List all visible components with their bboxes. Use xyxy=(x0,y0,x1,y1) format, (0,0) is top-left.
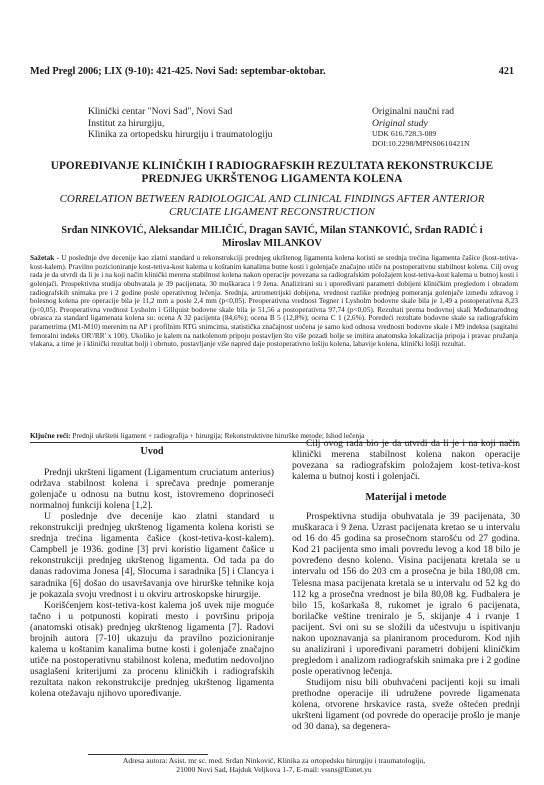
abstract-label: Sažetak xyxy=(30,253,55,262)
doi: DOI:10.2298/MPNS0610421N xyxy=(372,138,470,148)
paragraph: U poslednje dve decenije kao zlatni standard u rekonstrukciji prednjeg ukrštenog ligamenta kolena koristi se srednja trećina ligamenta čašice (kost-tetiva-kost-kalem). Campbell je 1936. godine [3] prvi koristio ligament čašice u rekonstrukciji prednjeg ukrštenog ligamenta. Od tada pa do danas radovima Jonesa [4], Slocuma i saradnika [5] i Clancya i saradnika [6] došao do usavršavanja ove hirurške tehnike koja je pokazala svoju vrednost i u okviru artroskopske hirurgije. xyxy=(30,511,274,600)
paragraph: Studijom nisu bili obuhvaćeni pacijenti koji su imali prethodne operacije ili udružene povrede ligamenata kolena, otvorene hrskavice rasta, sveže oštećen prednji ukršteni ligament (od povrede do operacije prošlo je manje od 30 dana), sa degenera- xyxy=(292,676,520,733)
title-english-line: CORRELATION BETWEEN RADIOLOGICAL AND CLINICAL FINDINGS AFTER ANTERIOR xyxy=(59,193,485,205)
affiliation xyxy=(88,106,272,141)
footnote-line: Adresa autora: Asist. mr sc. med. Srđan Ninković, Klinika za ortopedsku hirurgiju i traumatologiju, xyxy=(122,756,426,765)
affiliation-line: Klinički centar "Novi Sad", Novi Sad xyxy=(88,106,233,117)
paragraph: Prospektivna studija obuhvatala je 39 pacijenata, 30 muškaraca i 9 žena. Uzrast pacijenata kretao se u intervalu od 16 do 45 godina sa prosečnom starošću od 27 godina. Kod 21 pacijenta smo imali povredu levog a kod 18 bilo je povređeno desno koleno. Visina pacijenata kretala se u intervalu od 156 do 203 cm a prosečna je bila 180,08 cm. Telesna masa pacijenata kretala se u intervalu od 52 kg do 112 kg a prosečna vrednost je bila 80,08 kg. Fudbalera je bilo 15, košarkaša 8, rukomet je igralo 6 pacijenata, borilačke veštine treniralo je 5, skijanje 4 i rvanje 1 pacijent. Svi oni su se složili da učestvuju u ispitivanju nakon upoznavanja sa planiranom procedurom. Kod njih su analizirani i upoređivani parametri dobijeni kliničkim pregledom i analizom radiografskih snimaka pre i 2 godine posle operativnog lečenja. xyxy=(292,511,520,677)
journal-citation: Med Pregl 2006; LIX (9-10): 421-425. Novi Sad: septembar-oktobar. xyxy=(30,66,326,77)
abstract xyxy=(30,254,518,349)
abstract-text: - U poslednje dve decenije kao zlatni standard u rekonstrukciji prednjeg ukrštenog ligamenta kolena koristi se srednja trećina ligamenta čašice (kost-tetiva-kost-kalem). Pravilno pozicioniranje kost-tetiva-kost kalema u koštanim kanalima butne kosti i golenjače značajno utiče na postoperativnu stabilnost kolena. Cilj ovog rada je da utvrdi da li je i na koji način klinički merena stabilnost kolena nakon operacije povezana sa radiografskim položajem kost-tetiva-kost kalema u butnoj kosti i golenjači. Prospektivna studija obuhvatala je 39 pacijenata, 30 muškaraca i 9 žena. Analizirani su i upoređivani parametri dobijeni kliničkim pregledom i obradom radiografskih snimaka pre i 2 godine posle operativnog lečenja. Srednja, artrometrijski dobijena, vrednost razlike prednjeg pomeranja golenjače između zdravog i bolesnog kolena pre operacije bila je 11,2 mm a posle 2,4 mm (p<0,05). Preoperativna vrednost Tegner i Lysholm bodovne skale bila je 1,49 a postoperativna 8,23 (p<0,05). Preoperativna vrednost Lysholm i Gillquist bodovne skale bila je 51,56 a postoperativna 97,74 (p<0,05). Rezultati prema bodovnoj skali Međunarodnog obrasca za standard ligamenata kolena su: ocena A 32 pacijenta (84,6%); ocena B 5 (12,8%); ocena C 1 (2,6%). Poredeći rezultate bodovne skale sa radiografskim parametrima (M1-M10) merenim na AP i profilnim RTG snimcima, statistička značajnost uočena je samo kod odnosa vrednosti bodovne skale i M9 indeksa (sagitalni femoralni indeks OR'/RR' x 100). Ukoliko je kalem na natkolenom pripoju postavljen što više pozadi bolje se imitira anatomska lokalizacija pripoja i pravac pružanja vlakana, a time je i klinički rezultat bolji i obrnuto, postavljanje više napred daje postoperativno lošiju kolena, labavije kolena, klinički lošiji rezultat. xyxy=(30,253,518,349)
title-english xyxy=(20,193,524,218)
section-heading-introduction: Uvod xyxy=(140,446,164,457)
affiliation-line: Klinika za ortopedsku hirurgiju i traumatologiju xyxy=(88,129,273,140)
page-number: 421 xyxy=(498,66,514,77)
affiliation-line: Institut za hirurgiju, xyxy=(88,117,165,129)
title-serbian-line: UPOREĐIVANJE KLINIČKIH I RADIOGRAFSKIH REZULTATA REKONSTRUKCIJE xyxy=(50,160,494,172)
author-line: Srđan NINKOVIĆ, Aleksandar MILIČIĆ, Dragan SAVIĆ, Milan STANKOVIĆ, Srđan RADIĆ i xyxy=(61,225,483,236)
section-heading-methods: Materijal i metode xyxy=(365,492,447,504)
keywords-label: Ključne reči: xyxy=(30,431,71,440)
author-address-footnote xyxy=(30,756,518,774)
author-line: Miroslav MILANKOV xyxy=(222,237,322,249)
running-header xyxy=(30,66,514,77)
article-info xyxy=(372,106,470,148)
article-type-sr: Originalni naučni rad xyxy=(372,106,455,117)
paragraph: Cilj ovog rada bio je da utvrdi da li je i na koji način klinički merena stabilnost kolena nakon operacije povezana sa radiografskim položajem kost-tetiva-kost kalema u butnoj kosti i golenjači. xyxy=(292,438,520,483)
footnote-line: 21000 Novi Sad, Hajduk Veljkova 1-7, E-mail: vssns@Eunet.yu xyxy=(176,765,372,774)
left-column xyxy=(30,446,274,699)
article-type-en: Original study xyxy=(372,117,428,129)
paragraph: Korišćenjem kost-tetiva-kost kalema još uvek nije moguće tačno i u potpunosti kopirati mesto i površinu pripoja (anatomski otisak) prednjeg ukrštenog ligamenta [7]. Radovi brojnih autora [7-10] ukazuju da pravilno pozicioniranje kalema u koštanim kanalima butne kosti i golenjače značajno utiče na postoperativnu stabilnost kolena, međutim nedovoljno usaglašeni kriterijumi za procenu kliničkih i radiografskih rezultata nakon rekonstrukcije prednjeg ukrštenog ligamenta kolena otežavaju njihovo upoređivanje. xyxy=(30,599,274,699)
udk-code: UDK 616.728.3-089 xyxy=(372,129,437,138)
footnote-rule xyxy=(88,754,208,755)
title-serbian xyxy=(20,160,524,186)
title-english-line: CRUCIATE LIGAMENT RECONSTRUCTION xyxy=(169,205,375,218)
author-list xyxy=(20,225,524,250)
title-serbian-line: PREDNJEG UKRŠTENOG LIGAMENTA KOLENA xyxy=(141,173,403,185)
right-column xyxy=(292,438,520,732)
keywords-text: Prednji ukršteni ligament + radiografija + hirurgija; Rekonstruktivne hirurške metode; Ishod lečenja xyxy=(70,431,365,440)
paragraph: Prednji ukršteni ligament (Ligamentum cruciatum anterius) održava stabilnost kolena i sprečava prednje pomeranje golenjače u odnosu na butnu kost, istovremeno doprinoseći normalnoj funkciji kolena [1,2]. xyxy=(30,467,274,512)
